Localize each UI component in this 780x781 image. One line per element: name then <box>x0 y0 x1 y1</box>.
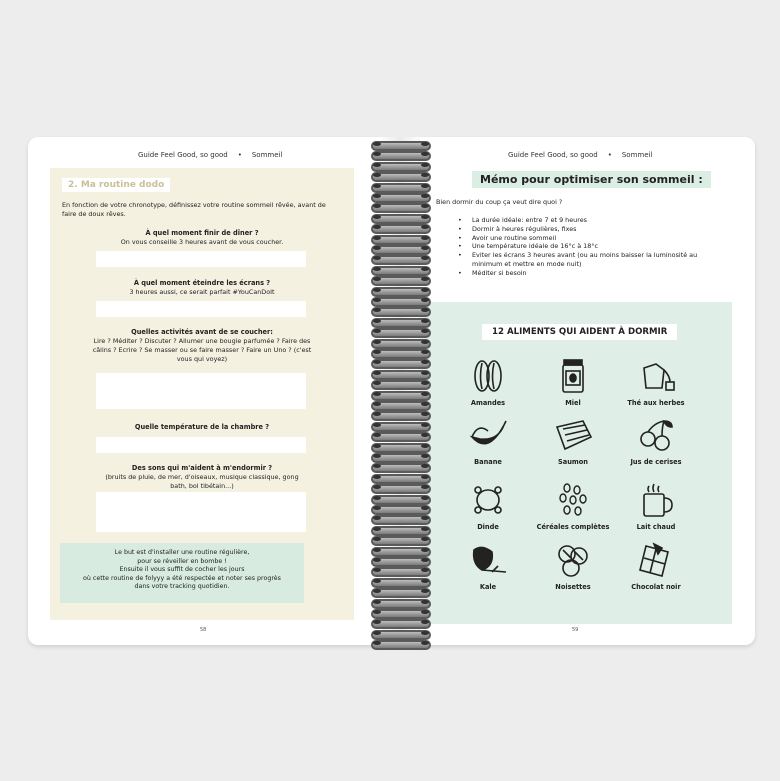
spiral-ring <box>371 453 431 461</box>
spiral-ring <box>371 318 431 326</box>
question-hint: (bruits de pluie, de mer, d'oiseaux, musique classique, gong bath, bol tibétain...) <box>105 473 299 490</box>
spiral-ring <box>371 266 431 274</box>
food-item-cherries <box>611 417 701 466</box>
header-guide: Guide Feel Good, so good <box>138 151 228 159</box>
spiral-ring <box>371 474 431 482</box>
food-item-milk <box>611 482 701 531</box>
mug-icon <box>636 482 676 518</box>
food-label: Chocolat noir <box>631 583 681 591</box>
callout-line: pour se réveiller en bombe ! <box>137 557 227 565</box>
spiral-ring <box>371 193 431 201</box>
spiral-ring <box>371 380 431 388</box>
cherries-icon <box>636 417 676 453</box>
food-label: Lait chaud <box>636 523 676 531</box>
question-title: À quel moment finir de dîner ? <box>145 229 259 237</box>
tip-item: • Avoir une routine sommeil <box>458 234 718 243</box>
tea-bag-icon <box>636 358 676 394</box>
food-item-honey <box>528 358 618 407</box>
food-item-kale <box>443 542 533 591</box>
food-label: Thé aux herbes <box>627 399 685 407</box>
tip-item: • Dormir à heures régulières, fixes <box>458 225 718 234</box>
turkey-icon <box>468 482 508 518</box>
food-label: Jus de cerises <box>630 458 682 466</box>
header-guide: Guide Feel Good, so good <box>508 151 598 159</box>
spiral-ring <box>371 443 431 451</box>
spiral-ring <box>371 432 431 440</box>
callout-line: Ensuite il vous suffit de cocher les jours <box>119 566 245 573</box>
spiral-ring <box>371 422 431 430</box>
food-label: Amandes <box>470 399 506 407</box>
question-title: Quelle température de la chambre ? <box>134 423 270 431</box>
spiral-ring <box>371 141 431 149</box>
spiral-ring <box>371 578 431 586</box>
hazelnuts-icon <box>553 542 593 578</box>
food-label: Saumon <box>558 458 588 466</box>
foods-title: 12 ALIMENTS QUI AIDENT À DORMIR <box>482 324 677 340</box>
intro-text: En fonction de votre chronotype, définissez votre routine sommeil rêvée, avant de faire de doux rêves. <box>62 201 326 218</box>
spiral-ring <box>371 203 431 211</box>
spiral-ring <box>371 463 431 471</box>
spiral-ring <box>371 640 431 648</box>
callout-line: dans votre tracking quotidien. <box>134 583 230 590</box>
banana-icon <box>468 417 508 453</box>
tip-item: • Eviter les écrans 3 heures avant (ou au moins baisser la luminosité au minimum et mettre en mode nuit) <box>458 251 718 269</box>
section-title: 2. Ma routine dodo <box>62 178 170 192</box>
food-item-almonds <box>443 358 533 407</box>
spiral-ring <box>371 567 431 575</box>
spiral-ring <box>371 255 431 263</box>
tip-item: • Méditer si besoin <box>458 269 718 278</box>
question-title: À quel moment éteindre les écrans ? <box>133 279 271 287</box>
answer-box-dinner[interactable] <box>96 251 306 267</box>
routine-panel <box>50 168 354 620</box>
food-item-grains <box>528 482 618 531</box>
spiral-ring <box>371 224 431 232</box>
chocolate-bar-icon <box>636 542 676 578</box>
spiral-ring <box>371 557 431 565</box>
page-number: 59 <box>572 627 579 633</box>
almonds-icon <box>468 358 508 394</box>
memo-title: Mémo pour optimiser son sommeil : <box>472 171 711 188</box>
page-number: 58 <box>200 627 207 633</box>
spiral-ring <box>371 339 431 347</box>
page-header <box>138 151 282 159</box>
food-label: Banane <box>474 458 502 466</box>
spiral-ring <box>371 370 431 378</box>
spiral-ring <box>371 609 431 617</box>
food-item-chocolate <box>611 542 701 591</box>
header-chapter: Sommeil <box>251 151 283 159</box>
question-hint: 3 heures aussi, ce serait parfait #YouCanDoIt <box>129 288 275 296</box>
spiral-ring <box>371 162 431 170</box>
food-label: Noisettes <box>555 583 591 591</box>
header-separator: • <box>607 151 612 159</box>
spiral-ring <box>371 183 431 191</box>
right-page <box>420 137 755 645</box>
answer-box-screens[interactable] <box>96 301 306 317</box>
spiral-ring <box>371 328 431 336</box>
kale-icon <box>468 542 508 578</box>
spiral-ring <box>371 411 431 419</box>
salmon-icon <box>553 417 593 453</box>
honey-jar-icon <box>553 358 593 394</box>
tip-item: • Une température idéale de 16°c à 18°c <box>458 242 718 251</box>
spiral-ring <box>371 359 431 367</box>
food-label: Miel <box>565 399 581 407</box>
answer-box-temperature[interactable] <box>96 437 306 453</box>
tip-item: • La durée idéale: entre 7 et 9 heures <box>458 216 718 225</box>
callout-line: où cette routine de folyyy a été respectée et noter ses progrès <box>83 574 281 582</box>
spiral-ring <box>371 505 431 513</box>
food-item-salmon <box>528 417 618 466</box>
spiral-ring <box>371 287 431 295</box>
spiral-ring <box>371 526 431 534</box>
food-item-banana <box>443 417 533 466</box>
page-header <box>508 151 652 159</box>
spiral-ring <box>371 349 431 357</box>
open-notebook <box>28 137 755 645</box>
spiral-ring <box>371 619 431 627</box>
food-label: Céréales complètes <box>536 523 610 531</box>
left-page <box>28 137 380 645</box>
question-title: Des sons qui m'aident à m'endormir ? <box>131 464 273 472</box>
spiral-ring <box>371 599 431 607</box>
grains-icon <box>553 482 593 518</box>
spiral-ring <box>371 391 431 399</box>
spiral-ring <box>371 536 431 544</box>
question-hint: Lire ? Méditer ? Discuter ? Allumer une bougie parfumée ? Faire des câlins ? Ecrire ? Se masser ou se faire masser ? Faire un Uno ? (c'est vous qui voyez) <box>92 337 312 363</box>
sleep-tips-list <box>458 216 718 278</box>
question-screens <box>50 279 354 297</box>
foods-panel <box>420 302 732 624</box>
spiral-ring <box>371 630 431 638</box>
question-dinner <box>50 229 354 247</box>
spiral-ring <box>371 235 431 243</box>
routine-callout <box>60 543 304 603</box>
spiral-ring <box>371 495 431 503</box>
answer-box-activities[interactable] <box>96 373 306 409</box>
spiral-ring <box>371 307 431 315</box>
question-sounds <box>50 464 354 491</box>
header-chapter: Sommeil <box>621 151 653 159</box>
food-item-hazelnuts <box>528 542 618 591</box>
spiral-ring <box>371 515 431 523</box>
food-label: Dinde <box>477 523 499 531</box>
header-separator: • <box>237 151 242 159</box>
question-activities <box>50 328 354 364</box>
question-temperature <box>50 423 354 432</box>
spiral-ring <box>371 401 431 409</box>
callout-line: Le but est d'installer une routine régulière, <box>114 549 250 556</box>
food-label: Kale <box>479 583 497 591</box>
spiral-ring <box>371 276 431 284</box>
answer-box-sounds[interactable] <box>96 492 306 532</box>
food-item-tea <box>611 358 701 407</box>
spiral-ring <box>371 245 431 253</box>
spiral-ring <box>371 172 431 180</box>
spiral-ring <box>371 547 431 555</box>
spiral-ring <box>371 297 431 305</box>
question-title: Quelles activités avant de se coucher: <box>131 328 273 336</box>
memo-intro: Bien dormir du coup ça veut dire quoi ? <box>436 198 563 206</box>
spiral-ring <box>371 588 431 596</box>
spiral-ring <box>371 484 431 492</box>
spiral-ring <box>371 214 431 222</box>
spiral-ring <box>371 151 431 159</box>
food-item-turkey <box>443 482 533 531</box>
question-hint: On vous conseille 3 heures avant de vous coucher. <box>120 238 284 246</box>
